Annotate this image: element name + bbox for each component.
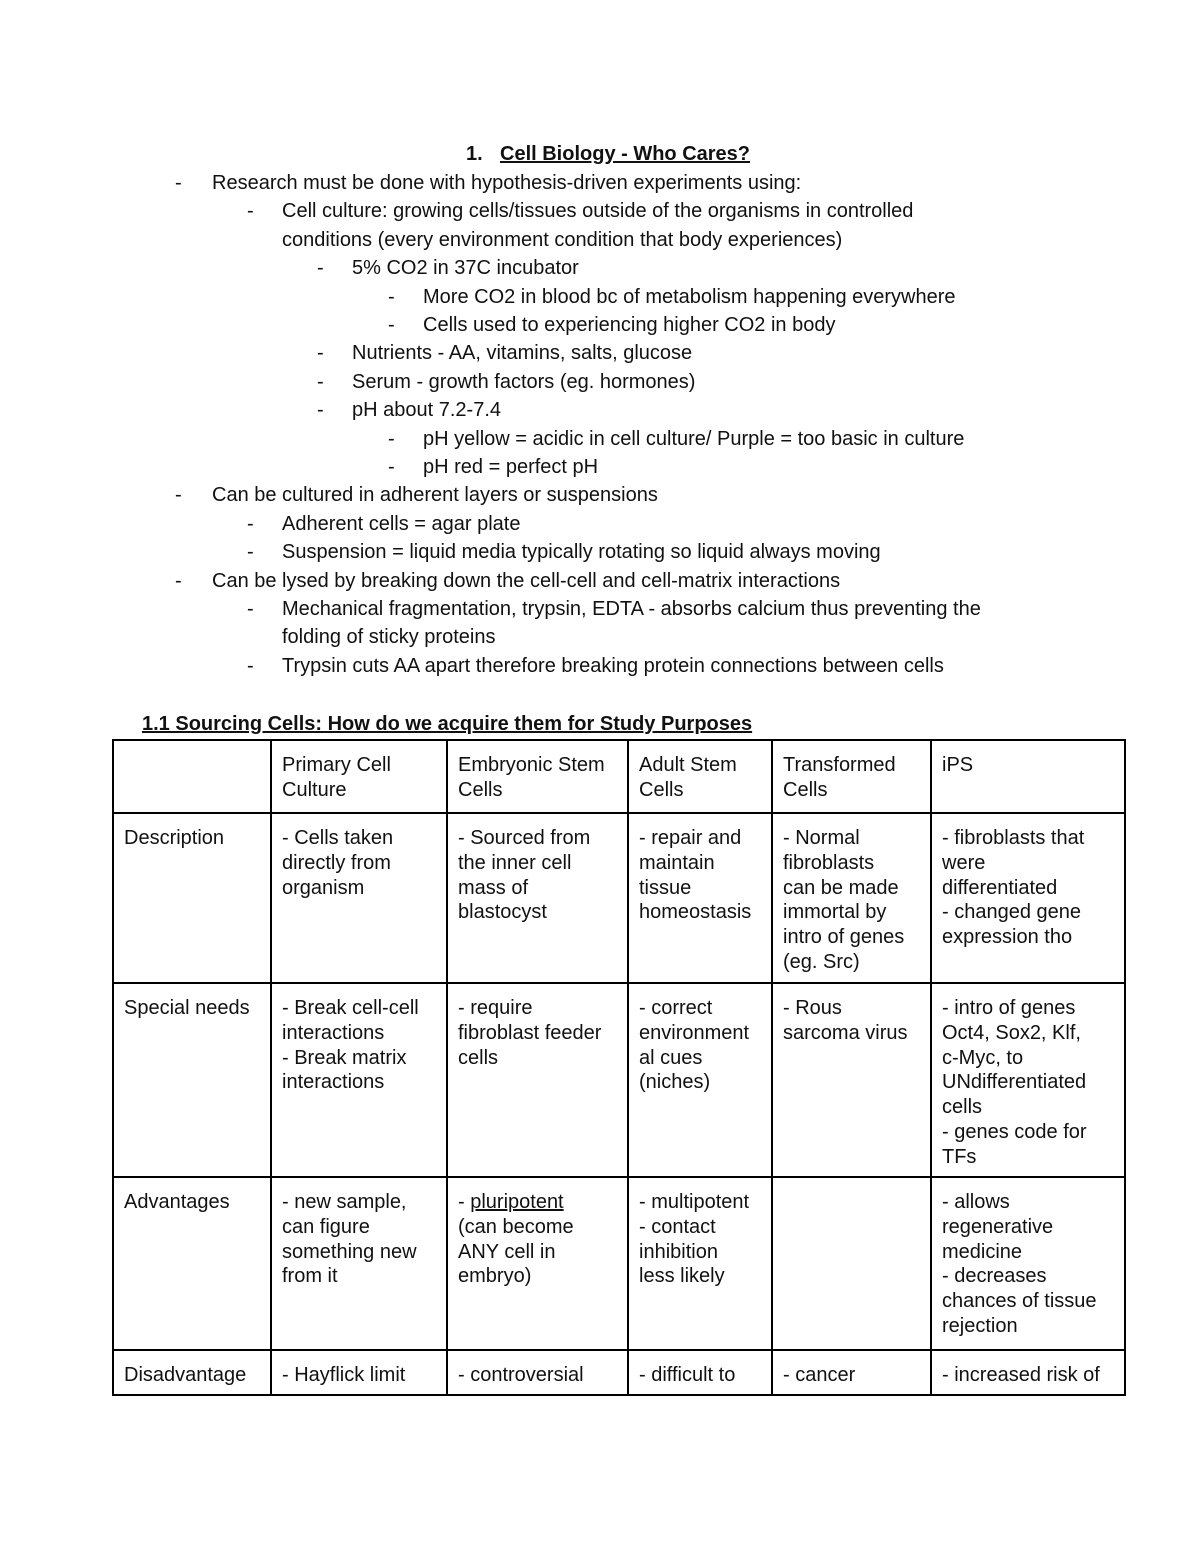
cell-line: organism	[282, 876, 365, 899]
cell-line: - repair and	[639, 827, 742, 849]
cell-line: homeostasis	[639, 901, 752, 924]
table-row-label: Advantages	[113, 1177, 271, 1350]
table-cell	[447, 1350, 628, 1395]
cell-line: differentiated	[942, 876, 1058, 899]
cell-line: environment	[639, 1021, 750, 1044]
table-row-label: Special needs	[113, 983, 271, 1177]
table-row-label: Description	[113, 813, 271, 983]
cell-line: - Hayflick limit	[282, 1364, 406, 1386]
cell-line: - intro of genes	[942, 997, 1076, 1019]
cell-line: - Rous	[783, 997, 842, 1019]
section-title: 1.1 Sourcing Cells: How do we acquire them for Study Purposes	[142, 713, 753, 735]
cell-line: - changed gene	[942, 901, 1082, 924]
cell-line: - new sample,	[282, 1191, 407, 1213]
table-column-header	[931, 740, 1125, 813]
table-cell	[271, 1350, 447, 1395]
cell-line: mass of	[458, 876, 529, 899]
cell-line: Adult Stem	[639, 754, 737, 776]
bullet-dash: -	[388, 427, 395, 450]
cell-line: - difficult to	[639, 1364, 736, 1386]
cell-line: - Break matrix	[282, 1046, 407, 1069]
cell-line: - genes code for	[942, 1120, 1087, 1143]
table-cell	[628, 1350, 772, 1395]
table-cell	[931, 813, 1125, 983]
bullet-item: pH yellow = acidic in cell culture/ Purple = too basic in culture	[423, 427, 965, 450]
cell-line: cells	[942, 1096, 983, 1119]
heading-title: Cell Biology - Who Cares?	[500, 143, 751, 165]
cell-line: ANY cell in	[458, 1240, 556, 1263]
cell-line: medicine	[942, 1240, 1023, 1263]
bullet-item: pH red = perfect pH	[423, 456, 599, 478]
cell-line: (niches)	[639, 1071, 711, 1094]
cell-line: - Break cell-cell	[282, 997, 419, 1019]
table-column-header	[447, 740, 628, 813]
cell-line: rejection	[942, 1314, 1018, 1337]
cell-line: - decreases	[942, 1265, 1047, 1288]
table-row	[113, 813, 1125, 983]
cell-line: - contact	[639, 1215, 716, 1238]
table-header-row	[113, 740, 1125, 813]
bullet-dash: -	[317, 370, 324, 393]
cell-line: directly from	[282, 851, 391, 874]
table-cell	[271, 813, 447, 983]
bullet-item: More CO2 in blood bc of metabolism happening everywhere	[423, 285, 956, 308]
cell-line: Transformed	[783, 754, 896, 776]
table-column-header	[772, 740, 931, 813]
cell-line: sarcoma virus	[783, 1021, 908, 1044]
cell-line: Cells	[783, 778, 828, 801]
cell-line: Culture	[282, 778, 347, 801]
cell-line: (eg. Src)	[783, 950, 860, 973]
table-cell	[271, 983, 447, 1177]
bullet-item: 5% CO2 in 37C incubator	[352, 257, 579, 280]
table-cell	[447, 813, 628, 983]
bullet-continuation: conditions (every environment condition that body experiences)	[282, 228, 843, 251]
cell-line: expression tho	[942, 926, 1073, 949]
bullet-item: Mechanical fragmentation, trypsin, EDTA - absorbs calcium thus preventing the	[282, 598, 981, 620]
cell-line: something new	[282, 1240, 417, 1263]
cell-line: interactions	[282, 1071, 385, 1094]
bullet-dash: -	[247, 512, 254, 535]
cell-line: iPS	[942, 754, 974, 776]
table-column-header	[628, 740, 772, 813]
bullet-item: Serum - growth factors (eg. hormones)	[352, 370, 696, 393]
cell-line: the inner cell	[458, 851, 572, 874]
bullet-dash: -	[247, 541, 254, 564]
cell-line: - cancer	[783, 1364, 856, 1386]
bullet-item: Adherent cells = agar plate	[282, 512, 521, 535]
table-column-header	[271, 740, 447, 813]
cell-line: less likely	[639, 1265, 725, 1288]
cell-line: - Sourced from	[458, 827, 591, 849]
cell-line: Embryonic Stem	[458, 754, 605, 776]
bullet-dash: -	[175, 172, 182, 194]
cell-line: from it	[282, 1265, 338, 1288]
cell-line: TFs	[942, 1145, 977, 1168]
table-cell	[628, 1177, 772, 1350]
bullet-item: Nutrients - AA, vitamins, salts, glucose	[352, 342, 693, 365]
table-cell	[772, 1177, 931, 1350]
bullet-item: Cell culture: growing cells/tissues outside of the organisms in controlled	[282, 200, 914, 223]
table-row	[113, 1350, 1125, 1395]
cell-line: regenerative	[942, 1215, 1054, 1238]
bullet-item: Trypsin cuts AA apart therefore breaking protein connections between cells	[282, 654, 944, 677]
cell-line: - Normal	[783, 827, 860, 849]
cell-line: c-Myc, to	[942, 1046, 1024, 1069]
bullet-dash: -	[317, 399, 324, 422]
cell-line: Primary Cell	[282, 754, 391, 776]
bullet-dash: -	[175, 569, 182, 592]
heading	[466, 142, 750, 166]
bullet-dash: -	[317, 342, 324, 365]
cell-line: - multipotent	[639, 1191, 750, 1213]
cell-line: fibroblasts	[783, 851, 875, 874]
cell-line: interactions	[282, 1021, 385, 1044]
bullet-dash: -	[317, 257, 324, 280]
cell-line: (can become	[458, 1215, 574, 1238]
cell-line: can be made	[783, 876, 899, 899]
cell-line: UNdifferentiated	[942, 1071, 1087, 1094]
cell-line: fibroblast feeder	[458, 1021, 602, 1044]
table-cell	[931, 1177, 1125, 1350]
cell-line: blastocyst	[458, 901, 547, 924]
bullet-dash: -	[175, 484, 182, 507]
cell-line: Cells	[639, 778, 684, 801]
table-cell	[628, 983, 772, 1177]
table-row-label: Disadvantage	[113, 1350, 271, 1395]
bullet-item: Suspension = liquid media typically rotating so liquid always moving	[282, 541, 881, 564]
table-cell	[772, 813, 931, 983]
table-cell	[931, 983, 1125, 1177]
cell-line: were	[942, 851, 986, 874]
table-cell	[447, 1177, 628, 1350]
table-cell	[447, 983, 628, 1177]
cell-line: Oct4, Sox2, Klf,	[942, 1021, 1081, 1044]
cell-line: - Cells taken	[282, 827, 394, 849]
bullet-dash: -	[388, 456, 395, 478]
bullet-item: Research must be done with hypothesis-driven experiments using:	[212, 172, 802, 194]
table-cell	[772, 1350, 931, 1395]
table-row	[113, 983, 1125, 1177]
cell-line: al cues	[639, 1046, 703, 1069]
cell-line: - fibroblasts that	[942, 827, 1085, 849]
bullet-item: Cells used to experiencing higher CO2 in body	[423, 314, 836, 336]
cell-line: - allows	[942, 1191, 1010, 1213]
cell-sources-table	[112, 739, 1126, 1396]
table-corner-cell	[113, 740, 271, 813]
cell-line: immortal by	[783, 901, 887, 924]
table-cell	[271, 1177, 447, 1350]
bullet-item: Can be cultured in adherent layers or suspensions	[212, 484, 658, 507]
bullet-dash: -	[247, 654, 254, 677]
bullet-dash: -	[388, 314, 395, 336]
bullet-item: pH about 7.2-7.4	[352, 399, 501, 422]
table-cell	[931, 1350, 1125, 1395]
cell-line: embryo)	[458, 1265, 532, 1288]
cell-line: intro of genes	[783, 926, 905, 949]
cell-line: - increased risk of	[942, 1364, 1100, 1386]
cell-line-underlined: - pluripotent	[458, 1191, 564, 1213]
bullet-dash: -	[388, 285, 395, 308]
table-row	[113, 1177, 1125, 1350]
heading-number: 1.	[466, 143, 483, 165]
bullet-dash: -	[247, 598, 254, 620]
cell-line: Cells	[458, 778, 503, 801]
bullet-dash: -	[247, 200, 254, 223]
table-cell	[628, 813, 772, 983]
bullet-continuation: folding of sticky proteins	[282, 626, 496, 649]
cell-line: can figure	[282, 1215, 370, 1238]
cell-line: - require	[458, 997, 533, 1019]
table-cell	[772, 983, 931, 1177]
cell-line: - correct	[639, 997, 713, 1019]
cell-line: maintain	[639, 851, 715, 874]
cell-line: inhibition	[639, 1240, 718, 1263]
cell-line: tissue	[639, 876, 692, 899]
cell-line: cells	[458, 1046, 499, 1069]
bullet-item: Can be lysed by breaking down the cell-cell and cell-matrix interactions	[212, 569, 841, 592]
cell-line: - controversial	[458, 1364, 584, 1386]
cell-line: chances of tissue	[942, 1290, 1097, 1313]
